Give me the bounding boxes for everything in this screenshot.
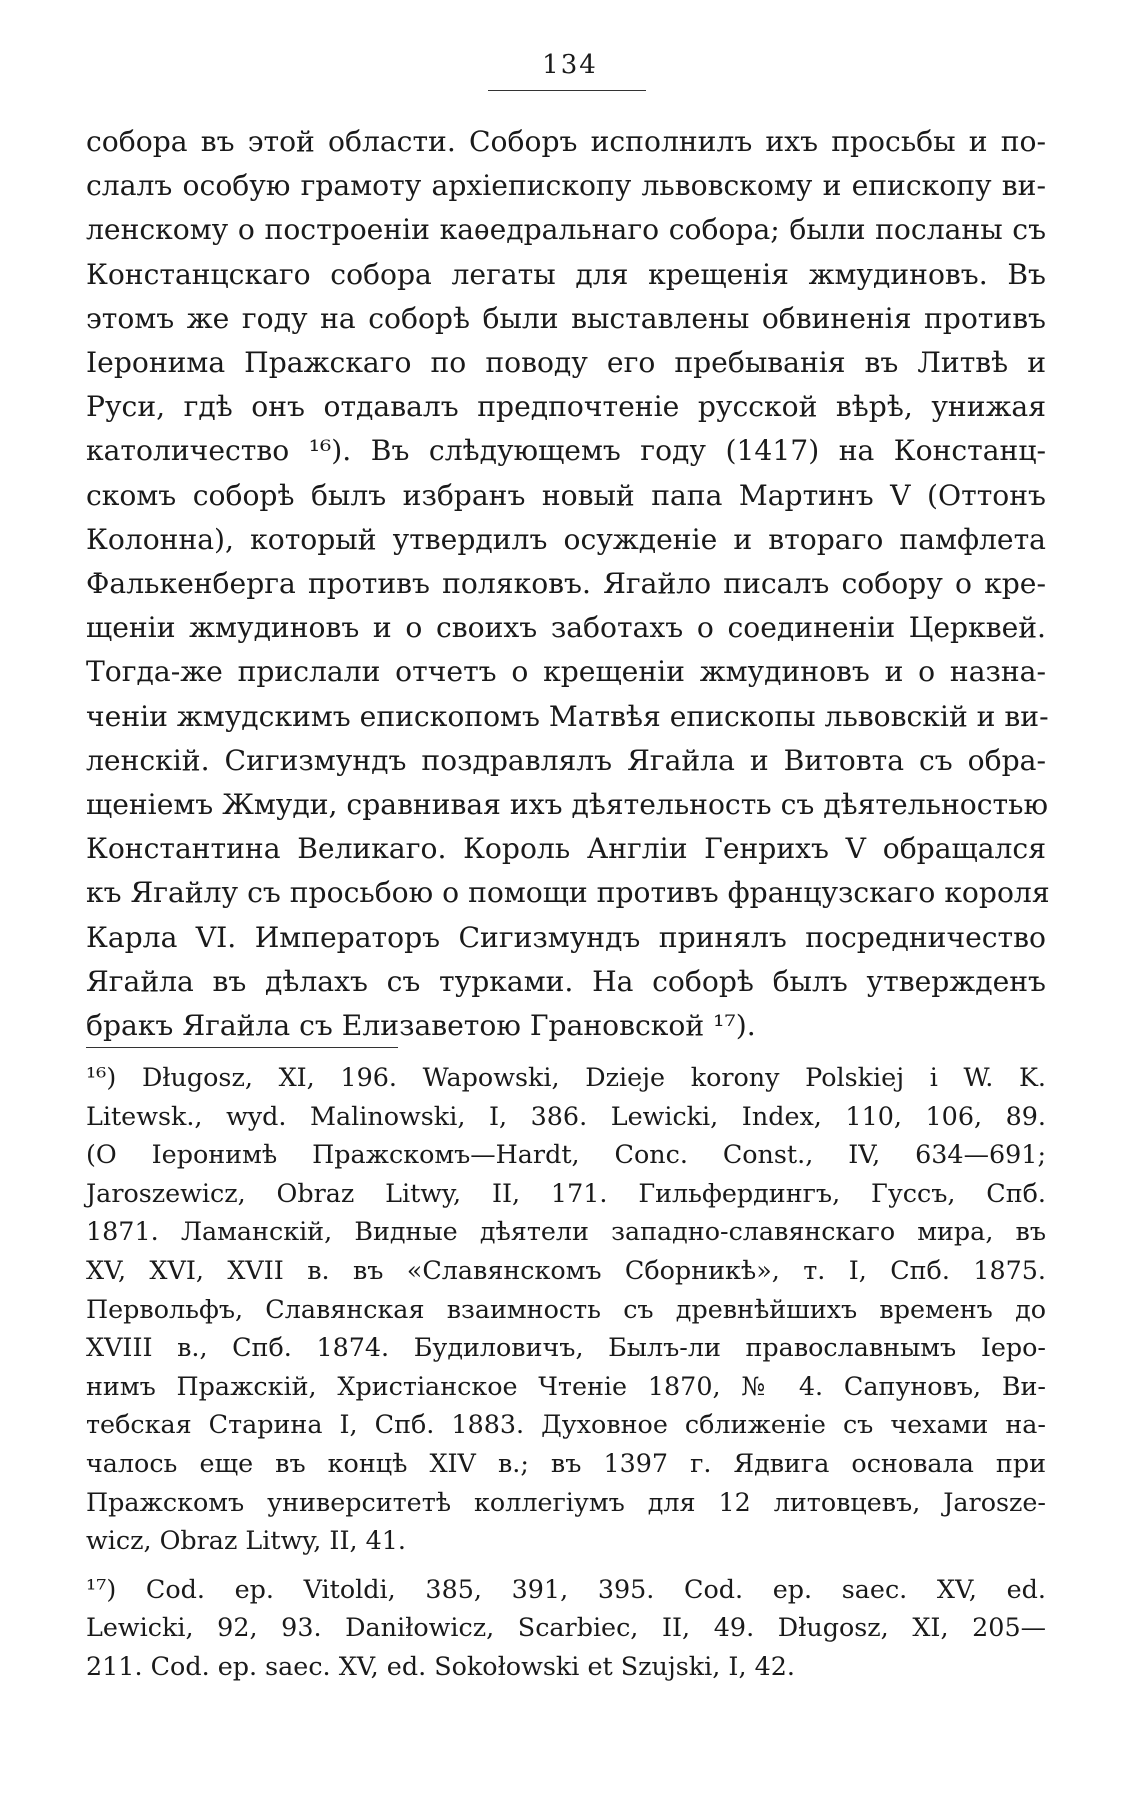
main-text [86, 120, 1050, 1048]
footnote-line: XVIII в., Спб. 1874. Будиловичъ, Былъ-ли православнымъ Іеро- [86, 1332, 1046, 1363]
footnote-line: Jaroszewicz, Obraz Litwy, II, 171. Гильфердингъ, Гуссъ, Спб. [86, 1177, 1046, 1208]
text-line: собора въ этой области. Соборъ исполнилъ ихъ просьбы и по- [86, 125, 1046, 158]
text-line: Фалькенберга противъ поляковъ. Ягайло писалъ собору о кре- [86, 567, 1046, 601]
page-number: 134 [542, 50, 598, 80]
footnote-line: тебская Старина I, Спб. 1883. Духовное сближеніе съ чехами на- [86, 1409, 1046, 1440]
text-line: ленскій. Сигизмундъ поздравлялъ Ягайла и Витовта съ обра- [86, 743, 1046, 777]
footnote-line: чалось еще въ концѣ XIV в.; въ 1397 г. Ядвига основала при [86, 1447, 1046, 1478]
text-line: католичество ¹⁶). Въ слѣдующемъ году (1417) на Констанц- [86, 434, 1046, 468]
footnote-line: ¹⁶) Długosz, XI, 196. Wapowski, Dzieje korony Polskiej i W. K. [86, 1062, 1046, 1092]
footnote-line: wicz, Obraz Litwy, II, 41. [86, 1525, 406, 1556]
header-rule [488, 90, 646, 91]
text-line: Констанцскаго собора легаты для крещенія жмудиновъ. Въ [86, 257, 1046, 291]
footnote-line: Lewicki, 92, 93. Daniłowicz, Scarbiec, II, 49. Długosz, XI, 205— [86, 1612, 1046, 1643]
text-line: слалъ особую грамоту архіепископу львовскому и епископу ви- [86, 169, 1046, 203]
footnote-rule [86, 1047, 398, 1048]
footnote-16 [86, 1058, 1046, 1560]
footnote-line: Litewsk., wyd. Malinowski, I, 386. Lewicki, Index, 110, 106, 89. [86, 1100, 1046, 1131]
footnote-17 [86, 1570, 1046, 1686]
footnote-line: нимъ Пражскій, Христіанское Чтеніе 1870, № 4. Сапуновъ, Ви- [86, 1370, 1046, 1401]
footnote-line: Пражскомъ университетѣ коллегіумъ для 12 литовцевъ, Jarosze- [86, 1486, 1046, 1517]
text-line: Карла VI. Императоръ Сигизмундъ принялъ посредничество [86, 920, 1046, 954]
text-line: ченіи жмудскимъ епископомъ Матвѣя епископы львовскій и ви- [86, 699, 1049, 733]
text-line: ленскому о построеніи каѳедральнаго собора; были посланы съ [86, 213, 1046, 247]
text-line: скомъ соборѣ былъ избранъ новый папа Мартинъ V (Оттонъ [86, 478, 1046, 512]
footnotes [86, 1058, 1046, 1686]
footnote-gap [86, 1560, 1046, 1570]
text-line: къ Ягайлу съ просьбою о помощи противъ французскаго короля [86, 876, 1050, 910]
text-line: бракъ Ягайла съ Елизаветою Грановской ¹⁷). [86, 1009, 756, 1043]
footnote-line: XV, XVI, XVII в. въ «Славянскомъ Сборникѣ», т. I, Спб. 1875. [86, 1254, 1046, 1285]
footnote-line: 211. Cod. ep. saec. XV, ed. Sokołowski et Szujski, I, 42. [86, 1650, 795, 1681]
text-line: Іеронима Пражскаго по поводу его пребыванія въ Литвѣ и [86, 346, 1046, 380]
text-line: Ягайла въ дѣлахъ съ турками. На соборѣ былъ утвержденъ [86, 964, 1046, 998]
text-line: Колонна), который утвердилъ осужденіе и втораго памфлета [86, 522, 1046, 556]
text-line: этомъ же году на соборѣ были выставлены обвиненія противъ [86, 301, 1046, 335]
footnote-line: Первольфъ, Славянская взаимность съ древнѣйшихъ временъ до [86, 1293, 1046, 1324]
text-line: Тогда-же прислали отчетъ о крещеніи жмудиновъ и о назна- [86, 655, 1046, 689]
text-line: щеніемъ Жмуди, сравнивая ихъ дѣятельность съ дѣятельностью [86, 788, 1048, 822]
footnote-line: (О Іеронимѣ Пражскомъ—Hardt, Conc. Const., IV, 634—691; [86, 1139, 1046, 1170]
text-line: Константина Великаго. Король Англіи Генрихъ V обращался [86, 832, 1046, 866]
footnote-line: ¹⁷) Cod. ep. Vitoldi, 385, 391, 395. Cod. ep. saec. XV, ed. [86, 1573, 1046, 1604]
text-line: щеніи жмудиновъ и о своихъ заботахъ о соединеніи Церквей. [86, 611, 1046, 645]
footnote-line: 1871. Ламанскій, Видные дѣятели западно-славянскаго мира, въ [86, 1216, 1046, 1247]
text-line: Руси, гдѣ онъ отдавалъ предпочтеніе русской вѣрѣ, унижая [86, 390, 1046, 424]
